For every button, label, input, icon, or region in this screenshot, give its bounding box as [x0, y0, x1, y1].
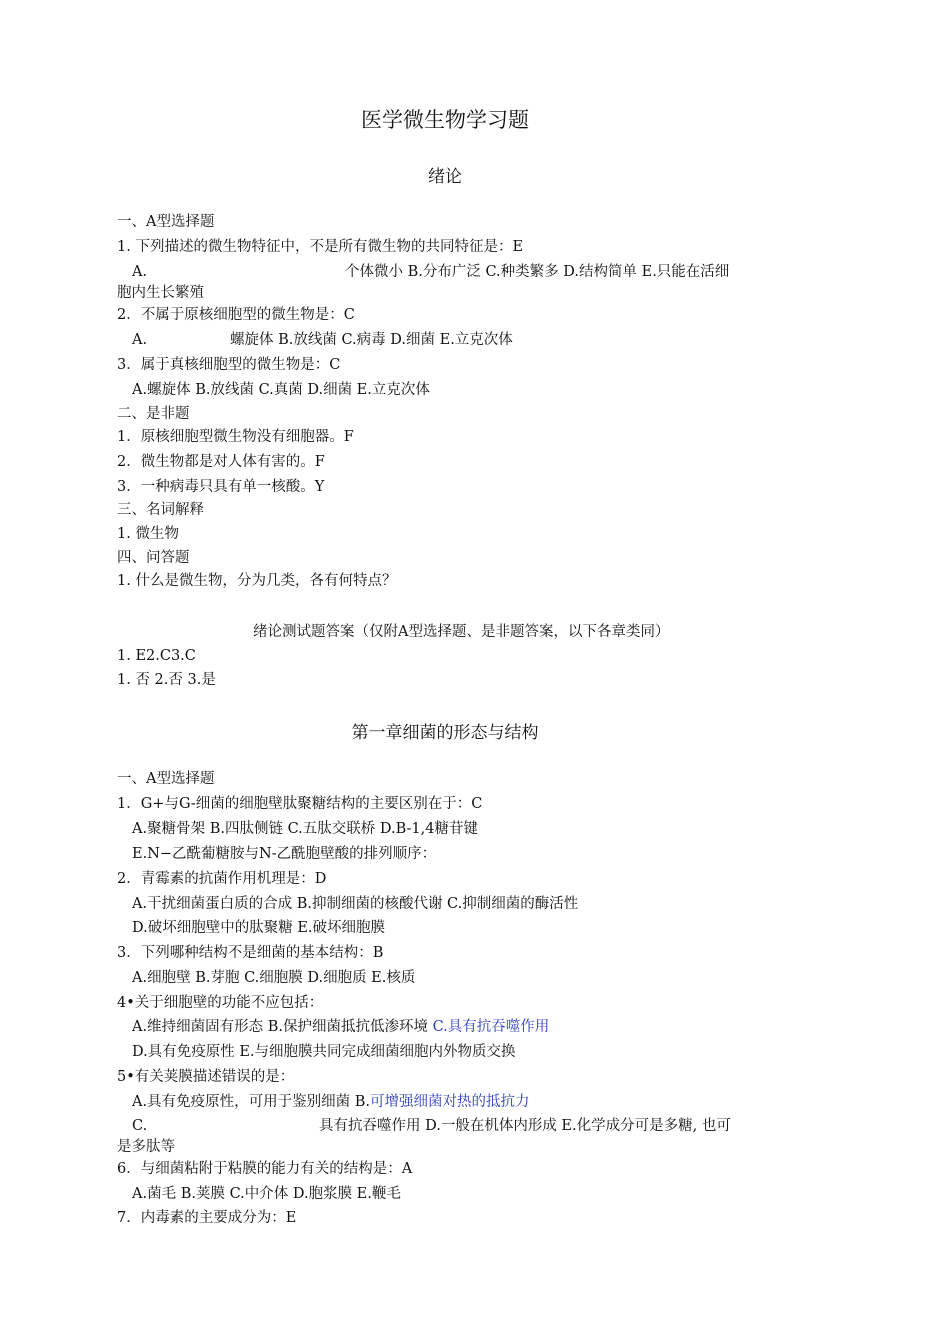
options: A.菌毛 B.荚膜 C.中介体 D.胞浆膜 E.鞭毛	[132, 1186, 401, 1202]
options: A.细胞壁 B.芽胞 C.细胞膜 D.细胞质 E.核质	[132, 970, 416, 986]
answers-title: 绪论测试题答案（仅附A型选择题、是非题答案，以下各章类同）	[253, 624, 670, 640]
intro-heading: 绪论	[428, 167, 462, 187]
question: 2．青霉素的抗菌作用机理是：D	[117, 871, 327, 887]
question: 3．属于真核细胞型的微生物是：C	[117, 357, 341, 373]
options	[132, 1017, 549, 1037]
true-false-item: 2．微生物都是对人体有害的。F	[117, 454, 325, 470]
question: 3．下列哪种结构不是细菌的基本结构：B	[117, 945, 384, 961]
option-text: A.维持细菌固有形态 B.保护细菌抵抗低渗环境	[132, 1019, 433, 1035]
option-label: A.	[132, 332, 148, 348]
options: E.N−乙酰葡糖胺与N-乙酰胞壁酸的排列顺序：	[132, 846, 437, 862]
question: 4•关于细胞壁的功能不应包括：	[117, 995, 324, 1011]
highlighted-option: C.具有抗吞噬作用	[432, 1019, 550, 1035]
answer-line: 1. E2.C3.C	[117, 648, 196, 664]
options: A.螺旋体 B.放线菌 C.真菌 D.细菌 E.立克次体	[132, 382, 430, 398]
option-text: A.具有免疫原性，可用于鉴别细菌 B.	[132, 1094, 370, 1110]
section-heading: 一、A型选择题	[117, 771, 215, 787]
options: A.干扰细菌蛋白质的合成 B.抑制细菌的核酸代谢 C.抑制细菌的酶活性	[132, 896, 579, 912]
options: 具有抗吞噬作用 D.一般在机体内形成 E.化学成分可是多糖, 也可	[319, 1118, 731, 1134]
section-heading: 三、名词解释	[117, 502, 204, 518]
options-continued: 是多肽等	[117, 1139, 175, 1155]
question: 1. 下列描述的微生物特征中，不是所有微生物的共同特征是：E	[117, 239, 524, 255]
document-title: 医学微生物学习题	[361, 108, 529, 132]
question: 6．与细菌粘附于粘膜的能力有关的结构是：A	[117, 1161, 413, 1177]
options-continued: 胞内生长繁殖	[117, 285, 204, 301]
options: D.具有免疫原性 E.与细胞膜共同完成细菌细胞内外物质交换	[132, 1044, 516, 1060]
question: 1．G+与G-细菌的细胞壁肽聚糖结构的主要区别在于：C	[117, 796, 483, 812]
section-heading: 四、问答题	[117, 550, 190, 566]
options	[132, 1092, 529, 1112]
option-label: C.	[132, 1118, 148, 1134]
true-false-item: 3．一种病毒只具有单一核酸。Y	[117, 479, 325, 495]
true-false-item: 1．原核细胞型微生物没有细胞器。F	[117, 429, 354, 445]
chapter-heading: 第一章细菌的形态与结构	[351, 723, 539, 743]
question: 7．内毒素的主要成分为：E	[117, 1210, 297, 1226]
question: 5•有关荚膜描述错误的是：	[117, 1069, 295, 1085]
answer-line: 1. 否 2.否 3.是	[117, 672, 216, 688]
options: D.破坏细胞壁中的肽聚糖 E.破坏细胞膜	[132, 920, 386, 936]
question: 2．不属于原核细胞型的微生物是：C	[117, 307, 355, 323]
term-item: 1. 微生物	[117, 526, 179, 542]
option-label: A.	[132, 264, 148, 280]
section-heading: 二、是非题	[117, 406, 190, 422]
options: 螺旋体 B.放线菌 C.病毒 D.细菌 E.立克次体	[230, 332, 513, 348]
highlighted-option: 可增强细菌对热的抵抗力	[369, 1094, 530, 1110]
options: A.聚糖骨架 B.四肽侧链 C.五肽交联桥 D.B-1,4糖苷键	[132, 821, 478, 837]
options: 个体微小 B.分布广泛 C.种类繁多 D.结构简单 E.只能在活细	[345, 264, 730, 280]
section-heading: 一、A型选择题	[117, 214, 215, 230]
essay-question: 1. 什么是微生物，分为几类，各有何特点？	[117, 573, 397, 589]
